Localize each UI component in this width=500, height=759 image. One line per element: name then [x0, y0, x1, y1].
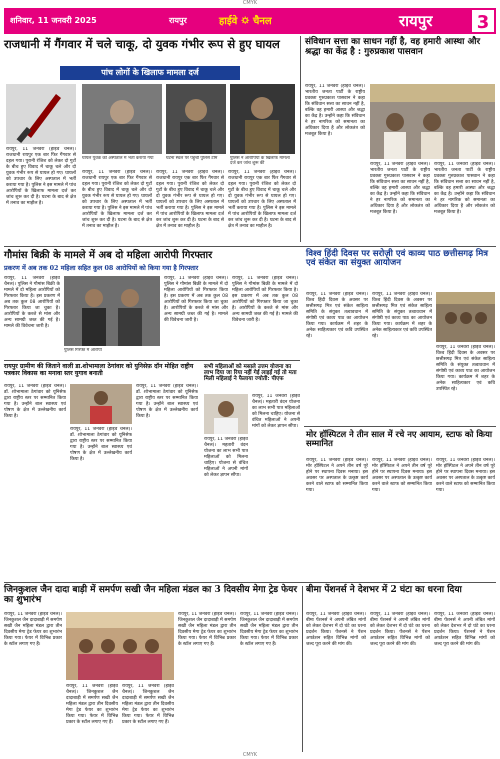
headline-unicef: रायपुर ग्रामीण की जिताने वाली डा.शोभामाला ठेगांवार को युनिसेफ़ दॉन मोहित राष्ट्रीय पत्रकार विकास का मनावा स्तर युगाव बनाती	[4, 363, 194, 377]
caption-injured: घायल युवक को अस्पताल में भर्ती कराया गया	[82, 156, 154, 161]
gang-body-col2: रायपुर, 11 जनवरी (हाईवे चैनल)। राजधानी रायपुर एक बार फिर गैंगवार से दहल गया। पुरानी रंजिश को लेकर दो गुटों के बीच हुए विवाद में चाकू चले और दो युवक गंभीर रूप से घायल हो गए। घायलों को उपचार के लिए अस्पताल में भर्ती कराया गया है। पुलिस ने इस मामले में पांच आरोपियों के खिलाफ मामला दर्ज कर जांच शुरू कर दी है। घटना के बाद से क्षेत्र में तनाव का माहौल है।	[82, 170, 152, 229]
section-title: रायपुर	[399, 12, 433, 30]
headline-arrest: गौमांस बिक्री के मामले में अब दो महिला आरोपी गिरफ्तार	[4, 250, 213, 261]
unicef-body-col3: रायपुर, 11 जनवरी (हाईवे चैनल)। डॉ. शोभामाला ठेगांवार को यूनिसेफ द्वारा राष्ट्रीय स्तर पर सम्मानित किया गया है। उन्होंने बाल स्वास्थ्य एवं पोषण के क्षेत्र में उल्लेखनीय कार्य किया है।	[136, 384, 198, 419]
hospital-body-col2: रायपुर, 11 जनवरी (हाईवे चैनल)। मोर हॉस्पिटल ने अपने तीन वर्ष पूरे होने पर स्थापना दिवस मनाया। इस अवसर पर अस्पताल के उत्कृष्ट कार्य करने वाले स्टाफ को सम्मानित किया गया।	[372, 458, 432, 493]
page-number: 3	[470, 8, 496, 34]
police-photo	[230, 84, 295, 154]
mahtari-body-col2: रायपुर, 11 जनवरी (हाईवे चैनल)। महतारी वंदन योजना का लाभ सभी पात्र महिलाओं को मिलना चाहिए। योजना से वंचित महिलाओं ने अपनी मांगों को लेकर ज्ञापन सौंपा।	[252, 394, 300, 429]
column-divider	[300, 36, 301, 242]
accused-photo	[166, 84, 226, 154]
headline-hospital: मोर हॉस्पिटल ने तीन साल में रचे नए आयाम, स्टाफ को किया सम्मानित	[306, 429, 492, 449]
edition-city: रायपुर	[169, 16, 187, 25]
samvidhan-body-col3: रायपुर, 11 जनवरी (हाईवे चैनल)। भारतीय जनता पार्टी के राष्ट्रीय प्रवक्ता गुरुप्रकाश पासवान ने कहा कि संविधान सत्ता का साधन नहीं है, बल्कि वह हमारी आस्था और श्रद्धा का केंद्र है। उन्होंने कहा कि संविधान ने हर नागरिक को समानता का अधिकार दिया है और लोकतंत्र को मजबूत किया है।	[434, 162, 495, 215]
unicef-photo	[70, 384, 132, 424]
headline-mahtari: सभी महिलाओं को मसाले उत्तम योजना का लाभ दिया जा रिया नहीं गेई लाइईं गई तो मता मिली महिलाई ने फैलाया ज्योती: पीएफ	[204, 364, 297, 383]
hindi-body-col3: रायपुर, 11 जनवरी (हाईवे चैनल)। विश्व हिंदी दिवस के अवसर पर छत्तीसगढ़ मित्र एवं संकेत साहित्य समिति के संयुक्त तत्वावधान में संगोष्ठी एवं काव्य पाठ का आयोजन किया गया। कार्यक्रम में शहर के अनेक साहित्यकार एवं कवि उपस्थित रहे।	[436, 345, 495, 392]
knife-photo	[6, 84, 76, 144]
injured-photo	[82, 84, 162, 154]
issue-date: शनिवार, 11 जनवरी 2025	[10, 16, 97, 25]
tradefair-photo	[66, 612, 174, 680]
headline-hindi-diwas: विश्व हिंदी दिवस पर सरोज़ी एवं काव्य पाठ छत्तीसगढ़ मित्र एवं संकेत का संयुक्त आयोजन	[306, 249, 489, 269]
print-mark-bottom: CMYK	[242, 752, 258, 758]
gang-body-col1: रायपुर, 11 जनवरी (हाईवे चैनल)। राजधानी रायपुर एक बार फिर गैंगवार से दहल गया। पुरानी रंजिश को लेकर दो गुटों के बीच हुए विवाद में चाकू चले और दो युवक गंभीर रूप से घायल हो गए। घायलों को उपचार के लिए अस्पताल में भर्ती कराया गया है। पुलिस ने इस मामले में पांच आरोपियों के खिलाफ मामला दर्ज कर जांच शुरू कर दी है। घटना के बाद से क्षेत्र में तनाव का माहौल है।	[6, 147, 76, 206]
headline-gangwar: राजधानी में गैंगवार में चले चाकू, दो युवक गंभीर रूप से हुए घायल	[4, 37, 280, 51]
row-divider-3	[304, 426, 496, 427]
row-divider-4	[4, 582, 496, 583]
unicef-body-col2: रायपुर, 11 जनवरी (हाईवे चैनल)। डॉ. शोभामाला ठेगांवार को यूनिसेफ द्वारा राष्ट्रीय स्तर पर सम्मानित किया गया है। उन्होंने बाल स्वास्थ्य एवं पोषण के क्षेत्र में उल्लेखनीय कार्य किया है।	[70, 427, 132, 462]
subhead-arrest: प्रकरण में अब तक 02 महिला सहित कुल 08 आरोपियों को किया गया है गिरफ्तार	[4, 264, 199, 272]
caption-arrest: पुलिस गिरफ्त में आरोपी	[64, 348, 102, 353]
masthead	[4, 8, 496, 34]
tradefair-body-col2: रायपुर, 11 जनवरी (हाईवे चैनल)। जिनकुशल जैन दादाबाड़ी में समर्पण सखी जैन महिला मंडल द्वारा तीन दिवसीय मेगा ट्रेड फेयर का शुभारंभ किया गया। फेयर में विभिन्न प्रकार के स्टॉल लगाए गए हैं।	[66, 684, 118, 725]
pension-body-col2: रायपुर, 11 जनवरी (हाईवे चैनल)। बीमा पेंशनर्स ने अपनी लंबित मांगों को लेकर देशभर में दो घंटे का धरना प्रदर्शन किया। पेंशनर्स ने पेंशन अपडेशन सहित विभिन्न मांगों को जल्द पूरा करने की मांग की।	[370, 612, 430, 647]
row-divider-2	[4, 360, 300, 361]
arrest-body-col2: रायपुर, 11 जनवरी (हाईवे चैनल)। पुलिस ने गौमांस बिक्री के मामले में दो महिला आरोपियों को गिरफ्तार किया है। इस प्रकरण में अब तक कुल 08 आरोपियों को गिरफ्तार किया जा चुका है। आरोपियों के कब्जे से मांस और अन्य सामग्री जब्त की गई है। मामले की विवेचना जारी है।	[164, 276, 228, 323]
gang-body-col4: रायपुर, 11 जनवरी (हाईवे चैनल)। राजधानी रायपुर एक बार फिर गैंगवार से दहल गया। पुरानी रंजिश को लेकर दो गुटों के बीच हुए विवाद में चाकू चले और दो युवक गंभीर रूप से घायल हो गए। घायलों को उपचार के लिए अस्पताल में भर्ती कराया गया है। पुलिस ने इस मामले में पांच आरोपियों के खिलाफ मामला दर्ज कर जांच शुरू कर दी है। घटना के बाद से क्षेत्र में तनाव का माहौल है।	[228, 170, 296, 229]
hindi-event-photo	[436, 292, 495, 342]
caption-accused: घटना स्थल पर पहुंची पुलिस टीम	[166, 156, 218, 161]
headline-samvidhan: संविधान सत्ता का साधन नहीं है, वह हमारी आस्था और श्रद्धा का केंद्र है : गुरुप्रकाश पासवान	[305, 37, 481, 57]
pension-body-col3: रायपुर, 11 जनवरी (हाईवे चैनल)। बीमा पेंशनर्स ने अपनी लंबित मांगों को लेकर देशभर में दो घंटे का धरना प्रदर्शन किया। पेंशनर्स ने पेंशन अपडेशन सहित विभिन्न मांगों को जल्द पूरा करने की मांग की।	[434, 612, 495, 647]
mahtari-body-col1: रायपुर, 11 जनवरी (हाईवे चैनल)। महतारी वंदन योजना का लाभ सभी पात्र महिलाओं को मिलना चाहिए। योजना से वंचित महिलाओं ने अपनी मांगों को लेकर ज्ञापन सौंपा।	[204, 437, 248, 478]
pension-body-col1: रायपुर, 11 जनवरी (हाईवे चैनल)। बीमा पेंशनर्स ने अपनी लंबित मांगों को लेकर देशभर में दो घंटे का धरना प्रदर्शन किया। पेंशनर्स ने पेंशन अपडेशन सहित विभिन्न मांगों को जल्द पूरा करने की मांग की।	[306, 612, 366, 647]
tradefair-body-col5: रायपुर, 11 जनवरी (हाईवे चैनल)। जिनकुशल जैन दादाबाड़ी में समर्पण सखी जैन महिला मंडल द्वारा तीन दिवसीय मेगा ट्रेड फेयर का शुभारंभ किया गया। फेयर में विभिन्न प्रकार के स्टॉल लगाए गए हैं।	[240, 612, 298, 647]
column-divider-bottom	[302, 586, 303, 752]
print-mark-top: CMYK	[242, 0, 258, 6]
tradefair-body-col3: रायपुर, 11 जनवरी (हाईवे चैनल)। जिनकुशल जैन दादाबाड़ी में समर्पण सखी जैन महिला मंडल द्वारा तीन दिवसीय मेगा ट्रेड फेयर का शुभारंभ किया गया। फेयर में विभिन्न प्रकार के स्टॉल लगाए गए हैं।	[122, 684, 174, 725]
hospital-body-col1: रायपुर, 11 जनवरी (हाईवे चैनल)। मोर हॉस्पिटल ने अपने तीन वर्ष पूरे होने पर स्थापना दिवस मनाया। इस अवसर पर अस्पताल के उत्कृष्ट कार्य करने वाले स्टाफ को सम्मानित किया गया।	[306, 458, 368, 493]
brand-name: हाईवे 🌣 चैनल	[219, 16, 272, 27]
hindi-body-col1: रायपुर, 11 जनवरी (हाईवे चैनल)। विश्व हिंदी दिवस के अवसर पर छत्तीसगढ़ मित्र एवं संकेत साहित्य समिति के संयुक्त तत्वावधान में संगोष्ठी एवं काव्य पाठ का आयोजन किया गया। कार्यक्रम में शहर के अनेक साहित्यकार एवं कवि उपस्थित रहे।	[306, 292, 368, 339]
unicef-body-col1: रायपुर, 11 जनवरी (हाईवे चैनल)। डॉ. शोभामाला ठेगांवार को यूनिसेफ द्वारा राष्ट्रीय स्तर पर सम्मानित किया गया है। उन्होंने बाल स्वास्थ्य एवं पोषण के क्षेत्र में उल्लेखनीय कार्य किया है।	[4, 384, 66, 419]
tradefair-body-col4: रायपुर, 11 जनवरी (हाईवे चैनल)। जिनकुशल जैन दादाबाड़ी में समर्पण सखी जैन महिला मंडल द्वारा तीन दिवसीय मेगा ट्रेड फेयर का शुभारंभ किया गया। फेयर में विभिन्न प्रकार के स्टॉल लगाए गए हैं।	[178, 612, 236, 647]
samvidhan-body-col1: रायपुर, 11 जनवरी (हाईवे चैनल)। भारतीय जनता पार्टी के राष्ट्रीय प्रवक्ता गुरुप्रकाश पासवान ने कहा कि संविधान सत्ता का साधन नहीं है, बल्कि वह हमारी आस्था और श्रद्धा का केंद्र है। उन्होंने कहा कि संविधान ने हर नागरिक को समानता का अधिकार दिया है और लोकतंत्र को मजबूत किया है।	[305, 84, 365, 137]
arrest-photo	[64, 276, 160, 346]
caption-police: पुलिस ने आरोपियों के खिलाफ मामला दर्ज कर जांच शुरू की	[230, 156, 290, 167]
headline-trade-fair: जिनकुशल जैन दादा बाड़ी में समर्पण सखी जैन महिला मंडल का 3 दिवसीय मेगा ट्रेड फेयर का शुभारंभ	[4, 585, 298, 605]
speaker-photo	[370, 84, 495, 159]
samvidhan-body-col2: रायपुर, 11 जनवरी (हाईवे चैनल)। भारतीय जनता पार्टी के राष्ट्रीय प्रवक्ता गुरुप्रकाश पासवान ने कहा कि संविधान सत्ता का साधन नहीं है, बल्कि वह हमारी आस्था और श्रद्धा का केंद्र है। उन्होंने कहा कि संविधान ने हर नागरिक को समानता का अधिकार दिया है और लोकतंत्र को मजबूत किया है।	[370, 162, 430, 215]
knife-icon	[6, 84, 76, 144]
hindi-body-col2: रायपुर, 11 जनवरी (हाईवे चैनल)। विश्व हिंदी दिवस के अवसर पर छत्तीसगढ़ मित्र एवं संकेत साहित्य समिति के संयुक्त तत्वावधान में संगोष्ठी एवं काव्य पाठ का आयोजन किया गया। कार्यक्रम में शहर के अनेक साहित्यकार एवं कवि उपस्थित रहे।	[372, 292, 432, 339]
subhead-gangwar: पांच लोगों के खिलाफ मामला दर्ज	[60, 66, 240, 80]
headline-pension: बीमा पेंशनर्स ने देशभर में 2 घंटा का धरना दिया	[306, 585, 462, 595]
gang-body-col3: रायपुर, 11 जनवरी (हाईवे चैनल)। राजधानी रायपुर एक बार फिर गैंगवार से दहल गया। पुरानी रंजिश को लेकर दो गुटों के बीच हुए विवाद में चाकू चले और दो युवक गंभीर रूप से घायल हो गए। घायलों को उपचार के लिए अस्पताल में भर्ती कराया गया है। पुलिस ने इस मामले में पांच आरोपियों के खिलाफ मामला दर्ज कर जांच शुरू कर दी है। घटना के बाद से क्षेत्र में तनाव का माहौल है।	[156, 170, 224, 229]
tradefair-body-col1: रायपुर, 11 जनवरी (हाईवे चैनल)। जिनकुशल जैन दादाबाड़ी में समर्पण सखी जैन महिला मंडल द्वारा तीन दिवसीय मेगा ट्रेड फेयर का शुभारंभ किया गया। फेयर में विभिन्न प्रकार के स्टॉल लगाए गए हैं।	[4, 612, 62, 647]
arrest-body-col3: रायपुर, 11 जनवरी (हाईवे चैनल)। पुलिस ने गौमांस बिक्री के मामले में दो महिला आरोपियों को गिरफ्तार किया है। इस प्रकरण में अब तक कुल 08 आरोपियों को गिरफ्तार किया जा चुका है। आरोपियों के कब्जे से मांस और अन्य सामग्री जब्त की गई है। मामले की विवेचना जारी है।	[232, 276, 298, 323]
hospital-body-col3: रायपुर, 11 जनवरी (हाईवे चैनल)। मोर हॉस्पिटल ने अपने तीन वर्ष पूरे होने पर स्थापना दिवस मनाया। इस अवसर पर अस्पताल के उत्कृष्ट कार्य करने वाले स्टाफ को सम्मानित किया गया।	[436, 458, 495, 493]
arrest-body-col1: रायपुर, 11 जनवरी (हाईवे चैनल)। पुलिस ने गौमांस बिक्री के मामले में दो महिला आरोपियों को गिरफ्तार किया है। इस प्रकरण में अब तक कुल 08 आरोपियों को गिरफ्तार किया जा चुका है। आरोपियों के कब्जे से मांस और अन्य सामग्री जब्त की गई है। मामले की विवेचना जारी है।	[4, 276, 60, 329]
mahtari-photo	[204, 394, 248, 434]
row-divider-1	[4, 246, 496, 247]
